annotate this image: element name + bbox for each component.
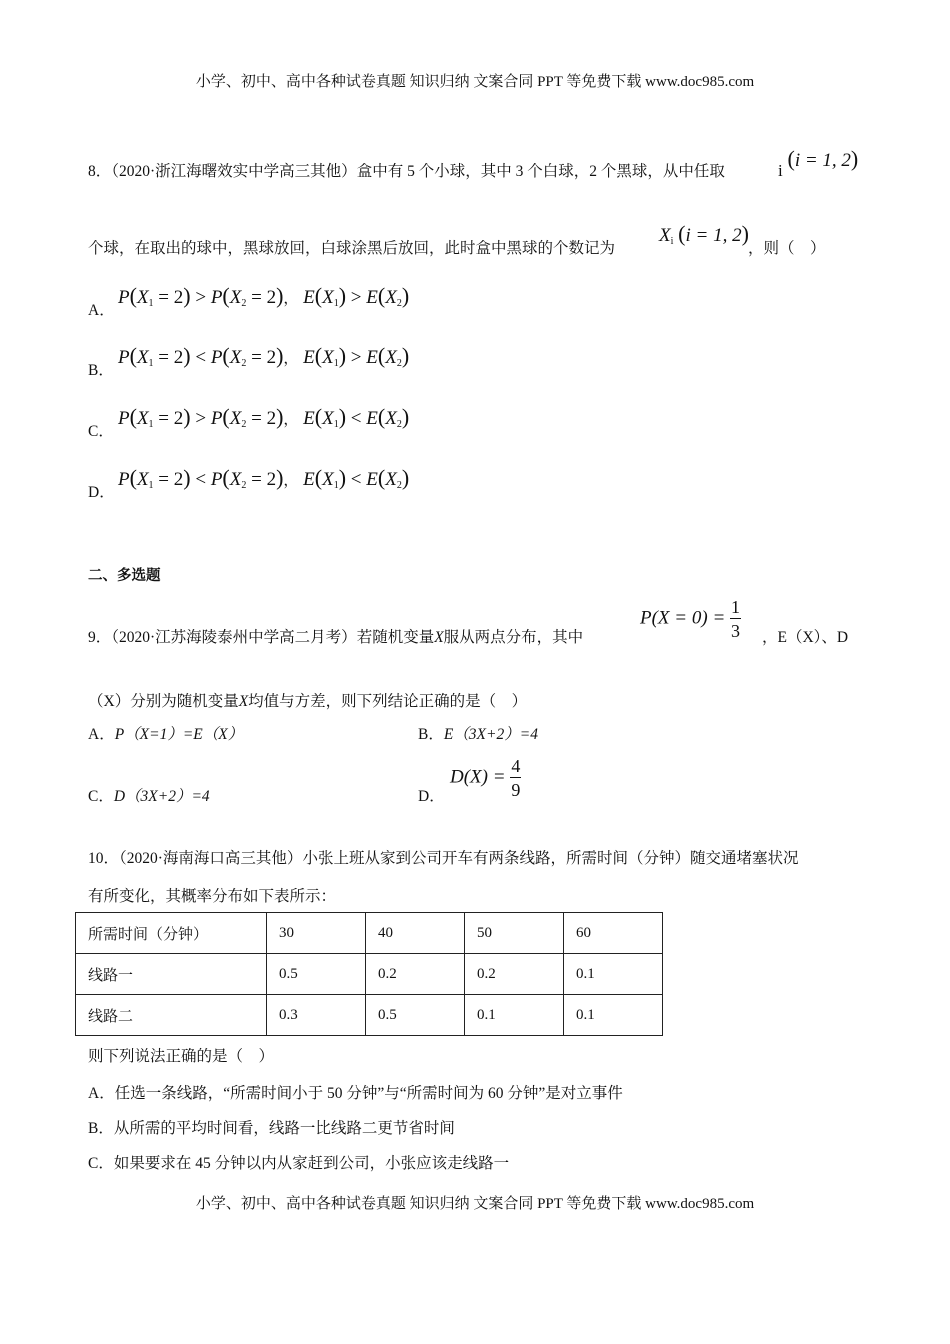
question-number: 8． — [88, 163, 112, 180]
q8-line-2-end: ，则（ ） — [748, 240, 826, 257]
question-10-line-2: 有所变化，其概率分布如下表所示： — [88, 888, 337, 905]
q8-math-i: i (i = 1, 2) — [778, 146, 859, 180]
question-source: （2020·浙江海曙效实中学高三其他） — [111, 163, 357, 180]
q8-math-xi: $X_i$ (i = 1, 2) — [659, 221, 749, 247]
table-row: 线路一 0.5 0.2 0.2 0.1 — [76, 954, 663, 995]
page-header: 小学、初中、高中各种试卷真题 知识归纳 文案合同 PPT 等免费下载 www.doc985.com — [195, 74, 755, 90]
q10-prompt: 则下列说法正确的是（ ） — [88, 1048, 275, 1065]
q9-math-p: P(X = 0) = $\frac{1}{3}$ — [640, 597, 741, 641]
probability-table — [75, 912, 663, 1036]
section-title: 二、多选题 — [88, 568, 161, 584]
q9-line-1-end: ，E（X）、D — [762, 629, 849, 646]
question-10-line-1: 10．（2020·海南海口高三其他）小张上班从家到公司开车有两条线路，所需时间（分钟）随交通堵塞状况 — [88, 850, 799, 867]
question-text: 盒中有 5 个小球，其中 3 个白球，2 个黑球，从中任取 — [356, 163, 725, 180]
question-9-line-2: （X）分别为随机变量X均值与方差，则下列结论正确的是（ ） — [88, 693, 528, 710]
page-footer: 小学、初中、高中各种试卷真题 知识归纳 文案合同 PPT 等免费下载 www.doc985.com — [195, 1196, 755, 1212]
question-8-line-1 — [88, 159, 725, 181]
question-8-line-2: 个球，在取出的球中，黑球放回，白球涂黑后放回，此时盒中黑球的个数记为 — [88, 240, 616, 257]
table-row: 线路二 0.3 0.5 0.1 0.1 — [76, 995, 663, 1036]
table-header-row: 所需时间（分钟） 30 40 50 60 — [76, 913, 663, 954]
question-9-line-1: 9．（2020·江苏海陵泰州中学高二月考）若随机变量X服从两点分布，其中 — [88, 629, 584, 646]
